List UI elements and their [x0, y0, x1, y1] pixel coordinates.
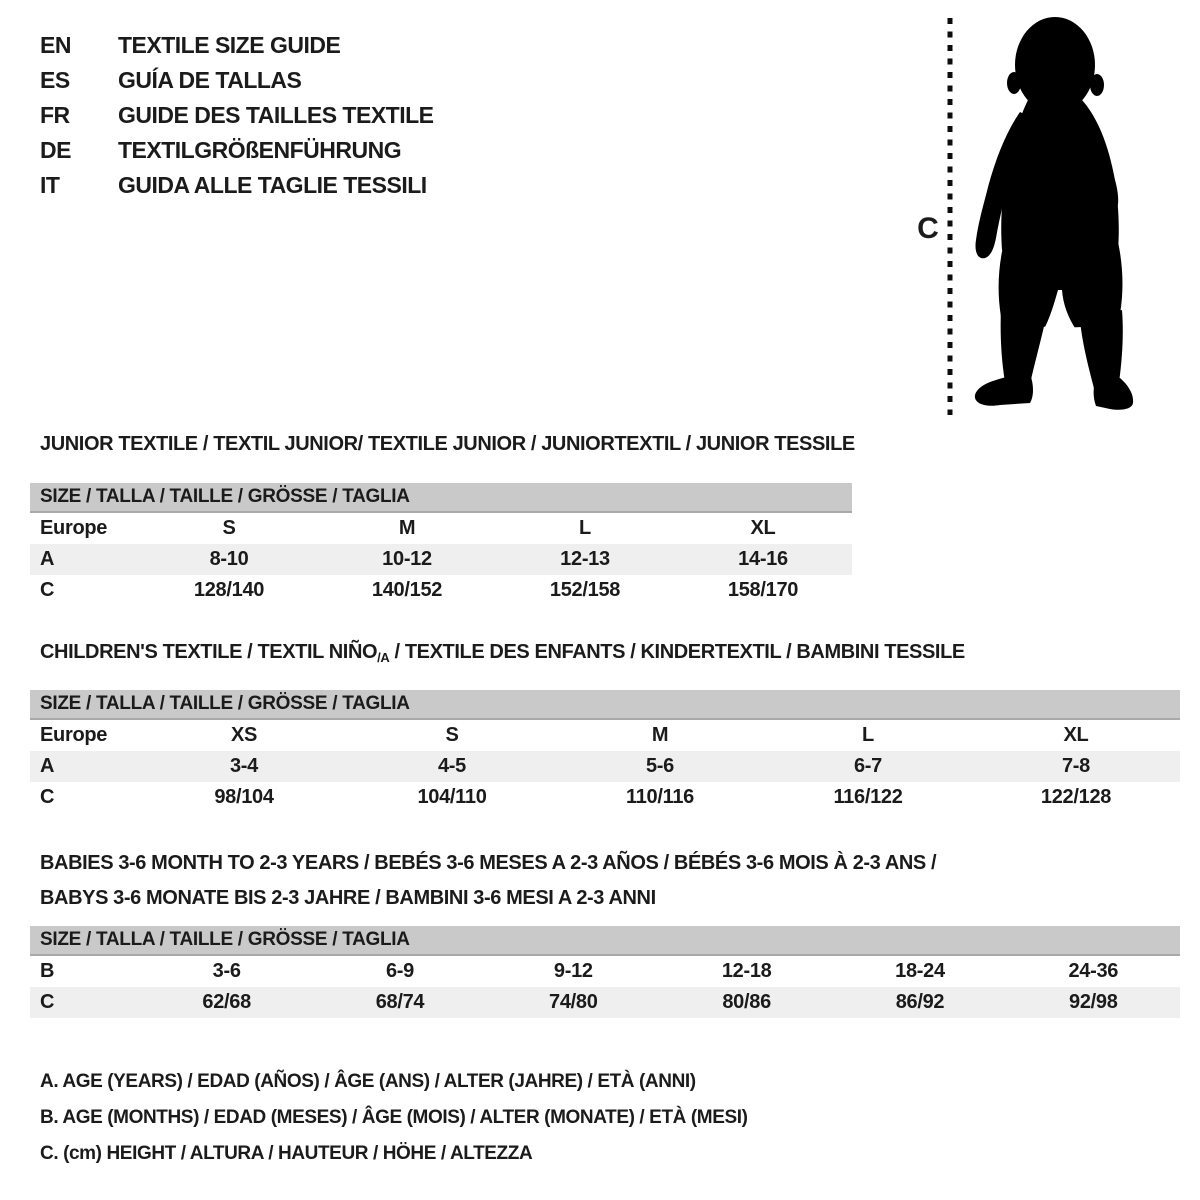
language-code: IT	[40, 172, 60, 198]
language-code: ES	[40, 67, 70, 93]
table-cell: 122/128	[1040, 786, 1112, 808]
babies-heading-line1: BABIES 3-6 MONTH TO 2-3 YEARS / BEBÉS 3-6 MESES A 2-3 AÑOS / BÉBÉS 3-6 MOIS À 2-3 ANS /	[40, 852, 937, 874]
table-cell: S	[445, 724, 459, 746]
table-cell: 9-12	[553, 960, 593, 982]
footnote-c: C. (cm) HEIGHT / ALTURA / HAUTEUR / HÖHE / ALTEZZA	[40, 1143, 533, 1164]
table-cell: 68/74	[375, 991, 425, 1013]
table-cell: 74/80	[549, 991, 598, 1013]
language-title: GUÍA DE TALLAS	[118, 67, 302, 93]
row-label: C	[40, 786, 55, 808]
babies-section-heading	[40, 846, 936, 916]
height-figure	[900, 10, 1160, 425]
table-cell: 116/122	[833, 786, 903, 808]
table-cell: 18-24	[895, 960, 945, 982]
language-row-it	[40, 168, 434, 203]
language-title: GUIDA ALLE TAGLIE TESSILI	[118, 172, 427, 198]
table-cell: 128/140	[193, 579, 265, 601]
row-label: C	[40, 579, 55, 601]
children-heading-suffix: / TEXTILE DES ENFANTS / KINDERTEXTIL / BAMBINI TESSILE	[389, 641, 965, 663]
language-row-fr	[40, 98, 434, 133]
language-title: TEXTILE SIZE GUIDE	[118, 32, 341, 58]
babies-heading-line2: BABYS 3-6 MONATE BIS 2-3 JAHRE / BAMBINI 3-6 MESI A 2-3 ANNI	[40, 887, 656, 909]
table-cell: XS	[230, 724, 258, 746]
row-label: A	[40, 548, 55, 570]
table-cell: 6-7	[853, 755, 882, 777]
table-cell: L	[579, 517, 591, 539]
row-label: A	[40, 755, 55, 777]
table-cell: 10-12	[382, 548, 432, 570]
table-row	[30, 720, 1180, 751]
table-row	[30, 956, 1180, 987]
table-cell: 6-9	[385, 960, 414, 982]
language-row-de	[40, 133, 434, 168]
table-cell: 3-4	[229, 755, 258, 777]
table-cell: L	[862, 724, 874, 746]
table-cell: 98/104	[214, 786, 274, 808]
table-cell: 24-36	[1068, 960, 1119, 982]
footnote-a: A. AGE (YEARS) / EDAD (AÑOS) / ÂGE (ANS) / ALTER (JAHRE) / ETÀ (ANNI)	[40, 1071, 696, 1092]
table-row	[30, 987, 1180, 1018]
language-title: GUIDE DES TAILLES TEXTILE	[118, 102, 434, 128]
row-label: Europe	[40, 517, 108, 539]
language-code: FR	[40, 102, 70, 128]
table-cell: XL	[1063, 724, 1089, 746]
table-cell: M	[398, 517, 416, 539]
table-cell: 8-10	[209, 548, 249, 570]
table-cell: 104/110	[417, 786, 487, 808]
children-heading-subscript: /A	[377, 650, 390, 665]
table-cell: 86/92	[895, 991, 945, 1013]
language-row-es	[40, 63, 434, 98]
table-cell: 7-8	[1061, 755, 1090, 777]
table-cell: 62/68	[202, 991, 251, 1013]
table-cell: 4-5	[437, 755, 466, 777]
table-cell: 158/170	[727, 579, 799, 601]
language-list	[40, 28, 434, 203]
row-label: B	[40, 960, 55, 982]
table-cell: 152/158	[549, 579, 621, 601]
table-row	[30, 544, 852, 575]
size-header-bar: SIZE / TALLA / TAILLE / GRÖSSE / TAGLIA	[30, 483, 852, 513]
table-row	[30, 575, 852, 606]
table-cell: 92/98	[1069, 991, 1118, 1013]
height-measure-label: C	[917, 212, 939, 245]
table-cell: XL	[750, 517, 776, 539]
table-cell: S	[222, 517, 236, 539]
children-heading-prefix: CHILDREN'S TEXTILE / TEXTIL NIÑO	[40, 641, 378, 663]
junior-section-heading: JUNIOR TEXTILE / TEXTIL JUNIOR/ TEXTILE JUNIOR / JUNIORTEXTIL / JUNIOR TESSILE	[40, 433, 855, 455]
table-cell: 14-16	[738, 548, 788, 570]
row-label: C	[40, 991, 55, 1013]
language-row-en	[40, 28, 434, 63]
babies-size-table	[30, 926, 1180, 1018]
toddler-silhouette-icon	[975, 17, 1133, 410]
legend-footnotes	[40, 1064, 748, 1172]
footnote-b: B. AGE (MONTHS) / EDAD (MESES) / ÂGE (MOIS) / ALTER (MONATE) / ETÀ (MESI)	[40, 1107, 748, 1128]
size-header-bar: SIZE / TALLA / TAILLE / GRÖSSE / TAGLIA	[30, 690, 1180, 720]
table-row	[30, 513, 852, 544]
children-section-heading	[40, 641, 965, 665]
language-code: EN	[40, 32, 71, 58]
table-cell: 3-6	[212, 960, 241, 982]
table-cell: 80/86	[722, 991, 771, 1013]
table-cell: 12-13	[560, 548, 610, 570]
children-size-table	[30, 690, 1180, 813]
junior-size-table	[30, 483, 852, 606]
language-title: TEXTILGRÖßENFÜHRUNG	[118, 137, 402, 163]
size-header-bar: SIZE / TALLA / TAILLE / GRÖSSE / TAGLIA	[30, 926, 1180, 956]
table-row	[30, 751, 1180, 782]
table-cell: M	[651, 724, 669, 746]
table-cell: 140/152	[371, 579, 443, 601]
table-cell: 5-6	[645, 755, 674, 777]
table-cell: 110/116	[626, 786, 694, 808]
table-row	[30, 782, 1180, 813]
row-label: Europe	[40, 724, 108, 746]
language-code: DE	[40, 137, 71, 163]
table-cell: 12-18	[721, 960, 772, 982]
